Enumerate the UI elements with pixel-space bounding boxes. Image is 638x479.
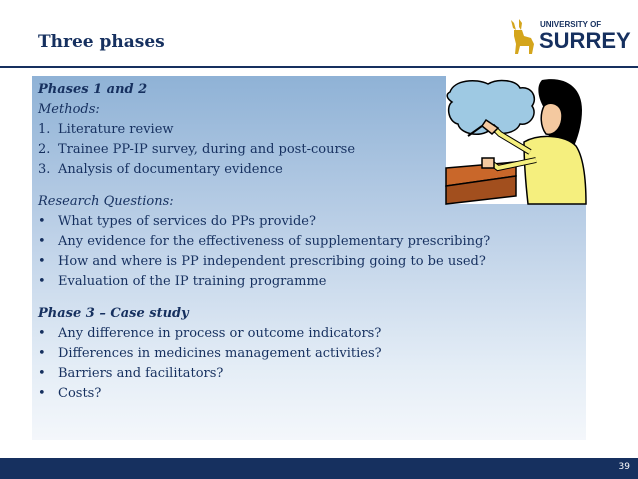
page-number: 39 xyxy=(618,462,630,472)
question-item xyxy=(38,252,578,272)
method-text: Literature review xyxy=(58,122,174,137)
logo-university-of: UNIVERSITY OF xyxy=(540,20,602,29)
phase3-item xyxy=(38,384,578,404)
phase3-text: Any difference in process or outcome indicators? xyxy=(58,326,382,341)
question-item xyxy=(38,272,578,292)
method-item xyxy=(38,140,578,160)
method-item xyxy=(38,160,578,180)
method-text: Analysis of documentary evidence xyxy=(58,162,283,177)
bullet-icon: • xyxy=(38,274,46,289)
slide-body xyxy=(38,80,578,404)
question-text: How and where is PP independent prescribing going to be used? xyxy=(58,254,486,269)
question-item xyxy=(38,232,578,252)
logo-surrey: SURREY xyxy=(539,28,631,53)
method-item xyxy=(38,120,578,140)
bullet-icon: • xyxy=(38,254,46,269)
phase12-heading: Phases 1 and 2 xyxy=(38,82,148,97)
bullet-icon: • xyxy=(38,346,46,361)
bullet-icon: • xyxy=(38,366,46,381)
question-text: What types of services do PPs provide? xyxy=(58,214,316,229)
university-of-surrey-logo xyxy=(506,14,631,58)
phase3-item xyxy=(38,364,578,384)
bullet-icon: • xyxy=(38,234,46,249)
method-text: Trainee PP-IP survey, during and post-course xyxy=(58,142,356,157)
question-text: Any evidence for the effectiveness of supplementary prescribing? xyxy=(58,234,491,249)
methods-label: Methods: xyxy=(38,102,100,117)
method-number: 2. xyxy=(38,142,51,157)
bullet-icon: • xyxy=(38,214,46,229)
title-divider xyxy=(0,66,638,68)
method-number: 1. xyxy=(38,122,51,137)
question-text: Evaluation of the IP training programme xyxy=(58,274,327,289)
phase3-text: Costs? xyxy=(58,386,102,401)
phase3-item xyxy=(38,344,578,364)
phase3-heading: Phase 3 – Case study xyxy=(38,306,189,321)
question-item xyxy=(38,212,578,232)
questions-label: Research Questions: xyxy=(38,194,174,209)
bullet-icon: • xyxy=(38,386,46,401)
stag-icon xyxy=(511,19,534,54)
footer-bar xyxy=(0,458,638,479)
phase3-item xyxy=(38,324,578,344)
bullet-icon: • xyxy=(38,326,46,341)
method-number: 3. xyxy=(38,162,51,177)
phase3-text: Barriers and facilitators? xyxy=(58,366,224,381)
slide-title: Three phases xyxy=(38,32,165,52)
phase3-text: Differences in medicines management activities? xyxy=(58,346,382,361)
